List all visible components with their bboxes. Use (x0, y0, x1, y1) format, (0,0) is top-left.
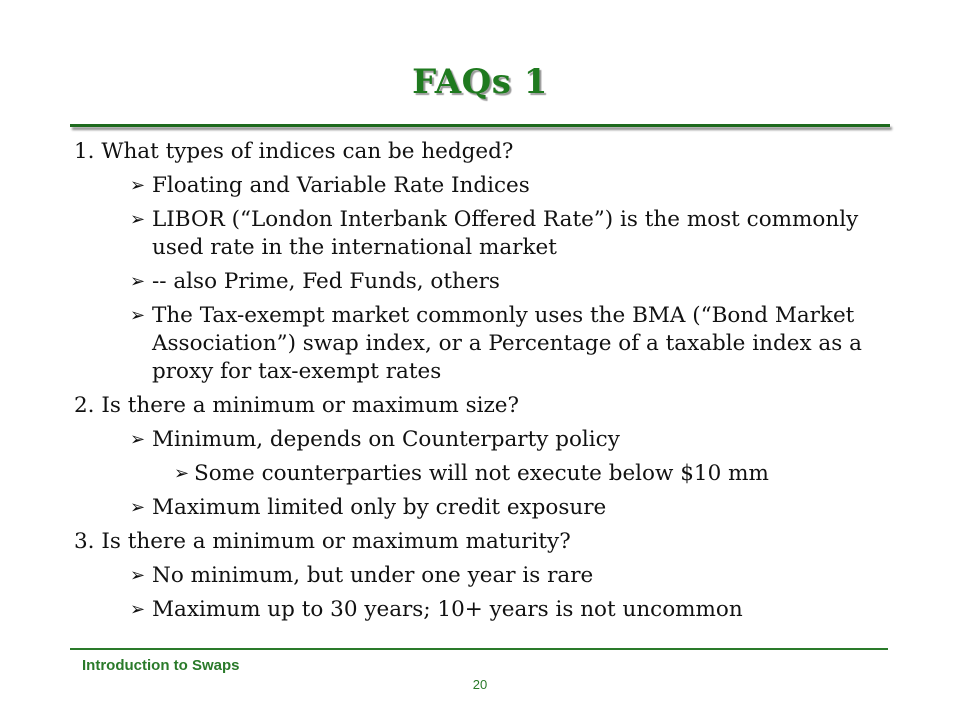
bullet-text: No minimum, but under one year is rare (152, 563, 594, 588)
bullet-item (70, 562, 890, 590)
bullet-item (70, 596, 890, 624)
question-1: 1. What types of indices can be hedged? (74, 139, 514, 164)
arrow-bullet-icon: ➢ (130, 271, 146, 292)
arrow-bullet-icon: ➢ (130, 497, 146, 518)
bullet-text: Some counterparties will not execute below $10 mm (194, 461, 769, 486)
sub-bullet-item (70, 460, 890, 488)
bullet-text: Maximum up to 30 years; 10+ years is not uncommon (152, 597, 743, 622)
arrow-bullet-icon: ➢ (130, 565, 146, 586)
bullet-item (70, 426, 890, 454)
arrow-bullet-icon: ➢ (130, 599, 146, 620)
slide-title: FAQs 1 (412, 62, 548, 102)
footer-divider (70, 648, 888, 650)
arrow-bullet-icon: ➢ (130, 209, 146, 230)
bullet-text: Minimum, depends on Counterparty policy (152, 427, 620, 452)
footer-title: Introduction to Swaps (82, 657, 240, 674)
slide-content (70, 138, 890, 630)
bullet-item (70, 302, 890, 386)
bullet-item (70, 268, 890, 296)
arrow-bullet-icon: ➢ (174, 463, 190, 484)
bullet-text: Floating and Variable Rate Indices (152, 173, 530, 198)
page-number: 20 (472, 677, 488, 692)
bullet-text: Maximum limited only by credit exposure (152, 495, 607, 520)
bullet-item (70, 172, 890, 200)
question-3: 3. Is there a minimum or maximum maturity? (74, 529, 571, 554)
bullet-text: LIBOR (“London Interbank Offered Rate”) is the most commonly used rate in the international market (152, 207, 859, 260)
bullet-item (70, 206, 890, 262)
arrow-bullet-icon: ➢ (130, 175, 146, 196)
arrow-bullet-icon: ➢ (130, 429, 146, 450)
bullet-item (70, 494, 890, 522)
arrow-bullet-icon: ➢ (130, 305, 146, 326)
bullet-text: The Tax-exempt market commonly uses the BMA (“Bond Market Association”) swap index, or a Percentage of a taxable index as a proxy for tax-exempt rates (152, 303, 862, 384)
bullet-text: -- also Prime, Fed Funds, others (152, 269, 500, 294)
title-divider (70, 124, 890, 127)
question-2: 2. Is there a minimum or maximum size? (74, 393, 520, 418)
